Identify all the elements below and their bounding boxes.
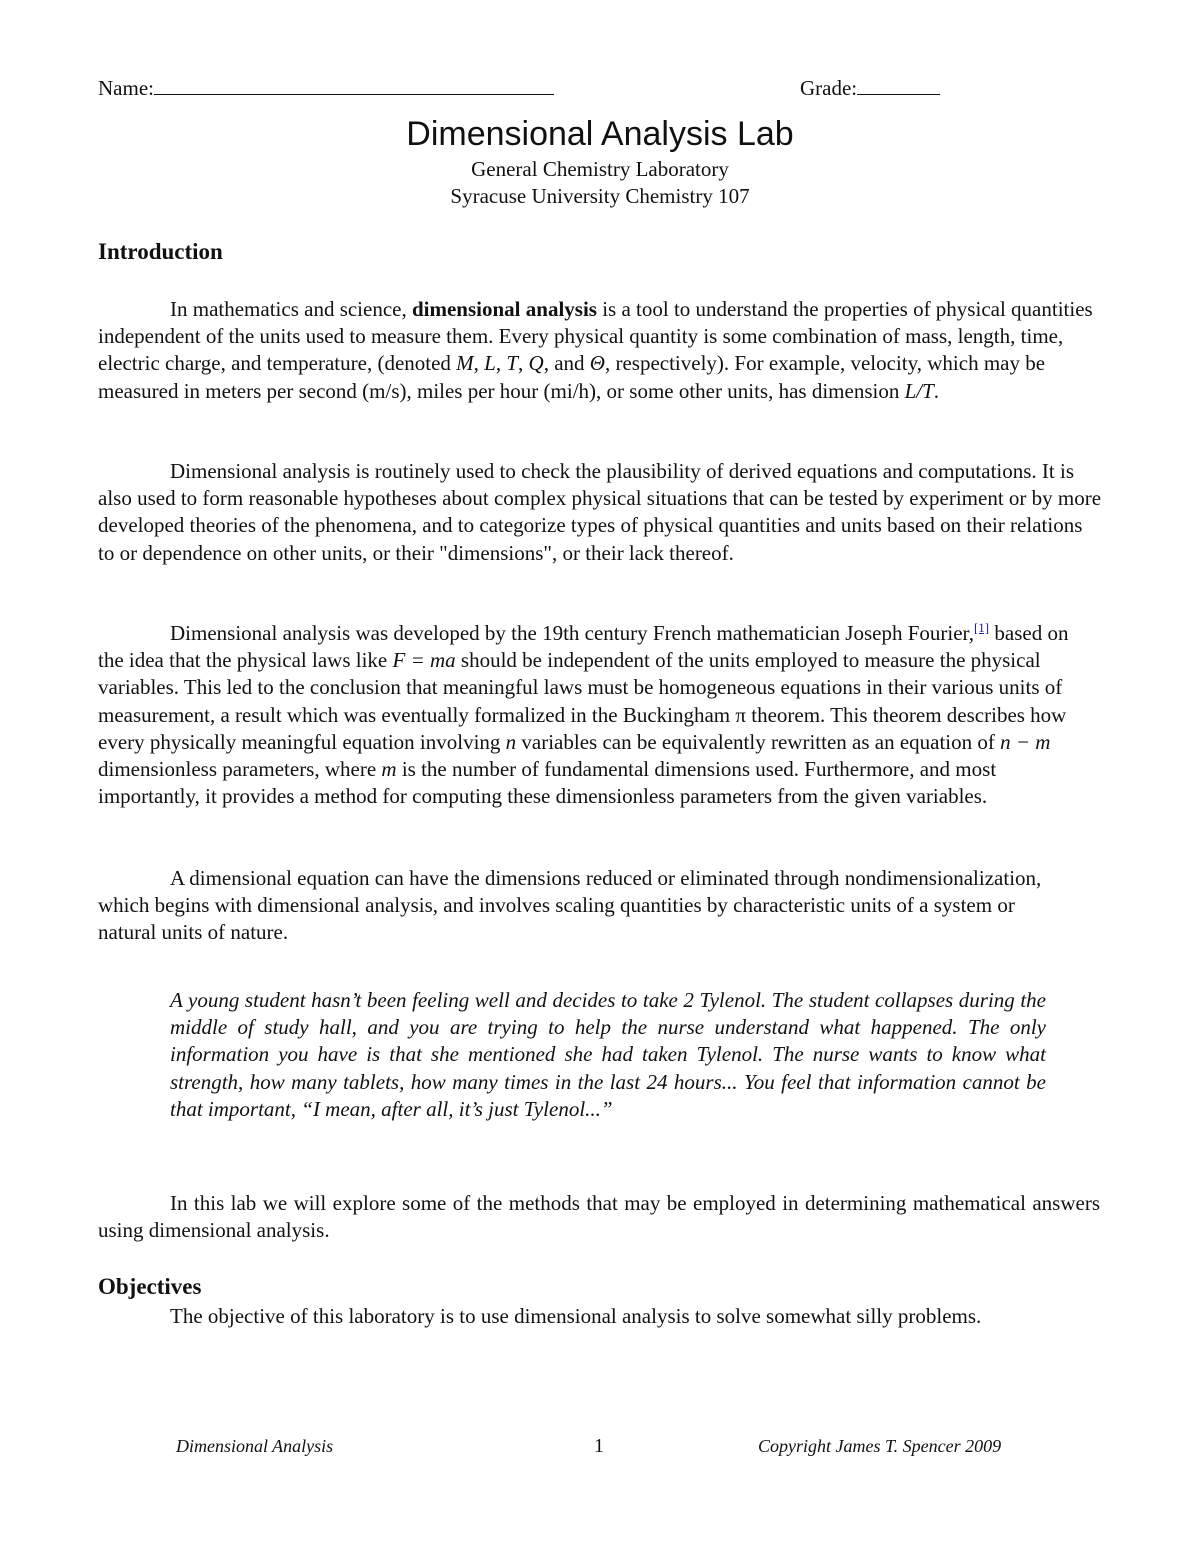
equation-f-ma: F = ma (392, 648, 456, 673)
document-title: Dimensional Analysis Lab (406, 115, 794, 153)
footer-copyright: Copyright James T. Spencer 2009 (758, 1436, 1002, 1456)
subtitle-university: Syracuse University Chemistry 107 (450, 184, 750, 208)
name-blank-line[interactable] (154, 72, 554, 95)
grade-label: Grade: (800, 76, 858, 100)
name-field (98, 72, 554, 102)
name-label: Name: (98, 76, 154, 100)
dimensional-analysis-term: dimensional analysis (411, 297, 597, 321)
grade-field (800, 72, 940, 102)
intro-paragraph-4: A dimensional equation can have the dimensions reduced or eliminated through nondimensionalization, which begins with dimensional analysis, and involves scaling quantities by characteristic units of a system or natural units of nature. (98, 866, 1042, 945)
grade-blank-line[interactable] (857, 72, 940, 95)
intro-paragraph-3: Dimensional analysis was developed by the 19th century French mathematician Joseph Fourier,[1] based on the idea that the physical laws like F = ma should be independent of the units employed to measure the physical variables. This led to the conclusion that meaningful laws must be homogeneous equations in their various units of measurement, a result which was eventually formalized in the Buckingham π theorem. This theorem describes how every physically meaningful equation involving n variables can be equivalently rewritten as an equation of n − m dimensionless parameters, where m is the number of fundamental dimensions used. Furthermore, and most importantly, it provides a method for computing these dimensionless parameters from the given variables. (98, 620, 1069, 809)
introduction-heading: Introduction (98, 239, 223, 264)
page-number: 1 (594, 1435, 604, 1457)
scenario-quote: A young student hasn’t been feeling well and decides to take 2 Tylenol. The student collapses during the middle of study hall, and you are trying to help the nurse understand what happened. The only information you have is that she mentioned she had taken Tylenol. The nurse wants to know what strength, how many tablets, how many times in the last 24 hours... You feel that information cannot be that important, “I mean, after all, it’s just Tylenol...” (170, 988, 1046, 1121)
footnote-link[interactable]: [1] (973, 620, 990, 635)
footer-left: Dimensional Analysis (176, 1436, 334, 1456)
objectives-heading: Objectives (98, 1274, 202, 1299)
intro-paragraph-2: Dimensional analysis is routinely used to check the plausibility of derived equations and computations. It is also used to form reasonable hypotheses about complex physical situations that can be tested by experiment or by more developed theories of the phenomena, and to categorize types of physical quantities and units based on their relations to or dependence on other units, or their "dimensions", or their lack thereof. (98, 459, 1102, 565)
intro-paragraph-5: In this lab we will explore some of the methods that may be employed in determining mathematical answers using dimensional analysis. (98, 1191, 1100, 1243)
intro-paragraph-1: In mathematics and science, dimensional analysis is a tool to understand the properties of physical quantities independent of the units used to measure them. Every physical quantity is some combination of mass, length, time, electric charge, and temperature, (denoted M, L, T, Q, and Θ, respectively). For example, velocity, which may be measured in meters per second (m/s), miles per hour (mi/h), or some other units, has dimension L/T. (98, 297, 1093, 403)
subtitle-course: General Chemistry Laboratory (471, 157, 729, 181)
objectives-text: The objective of this laboratory is to use dimensional analysis to solve somewhat silly problems. (170, 1304, 982, 1328)
